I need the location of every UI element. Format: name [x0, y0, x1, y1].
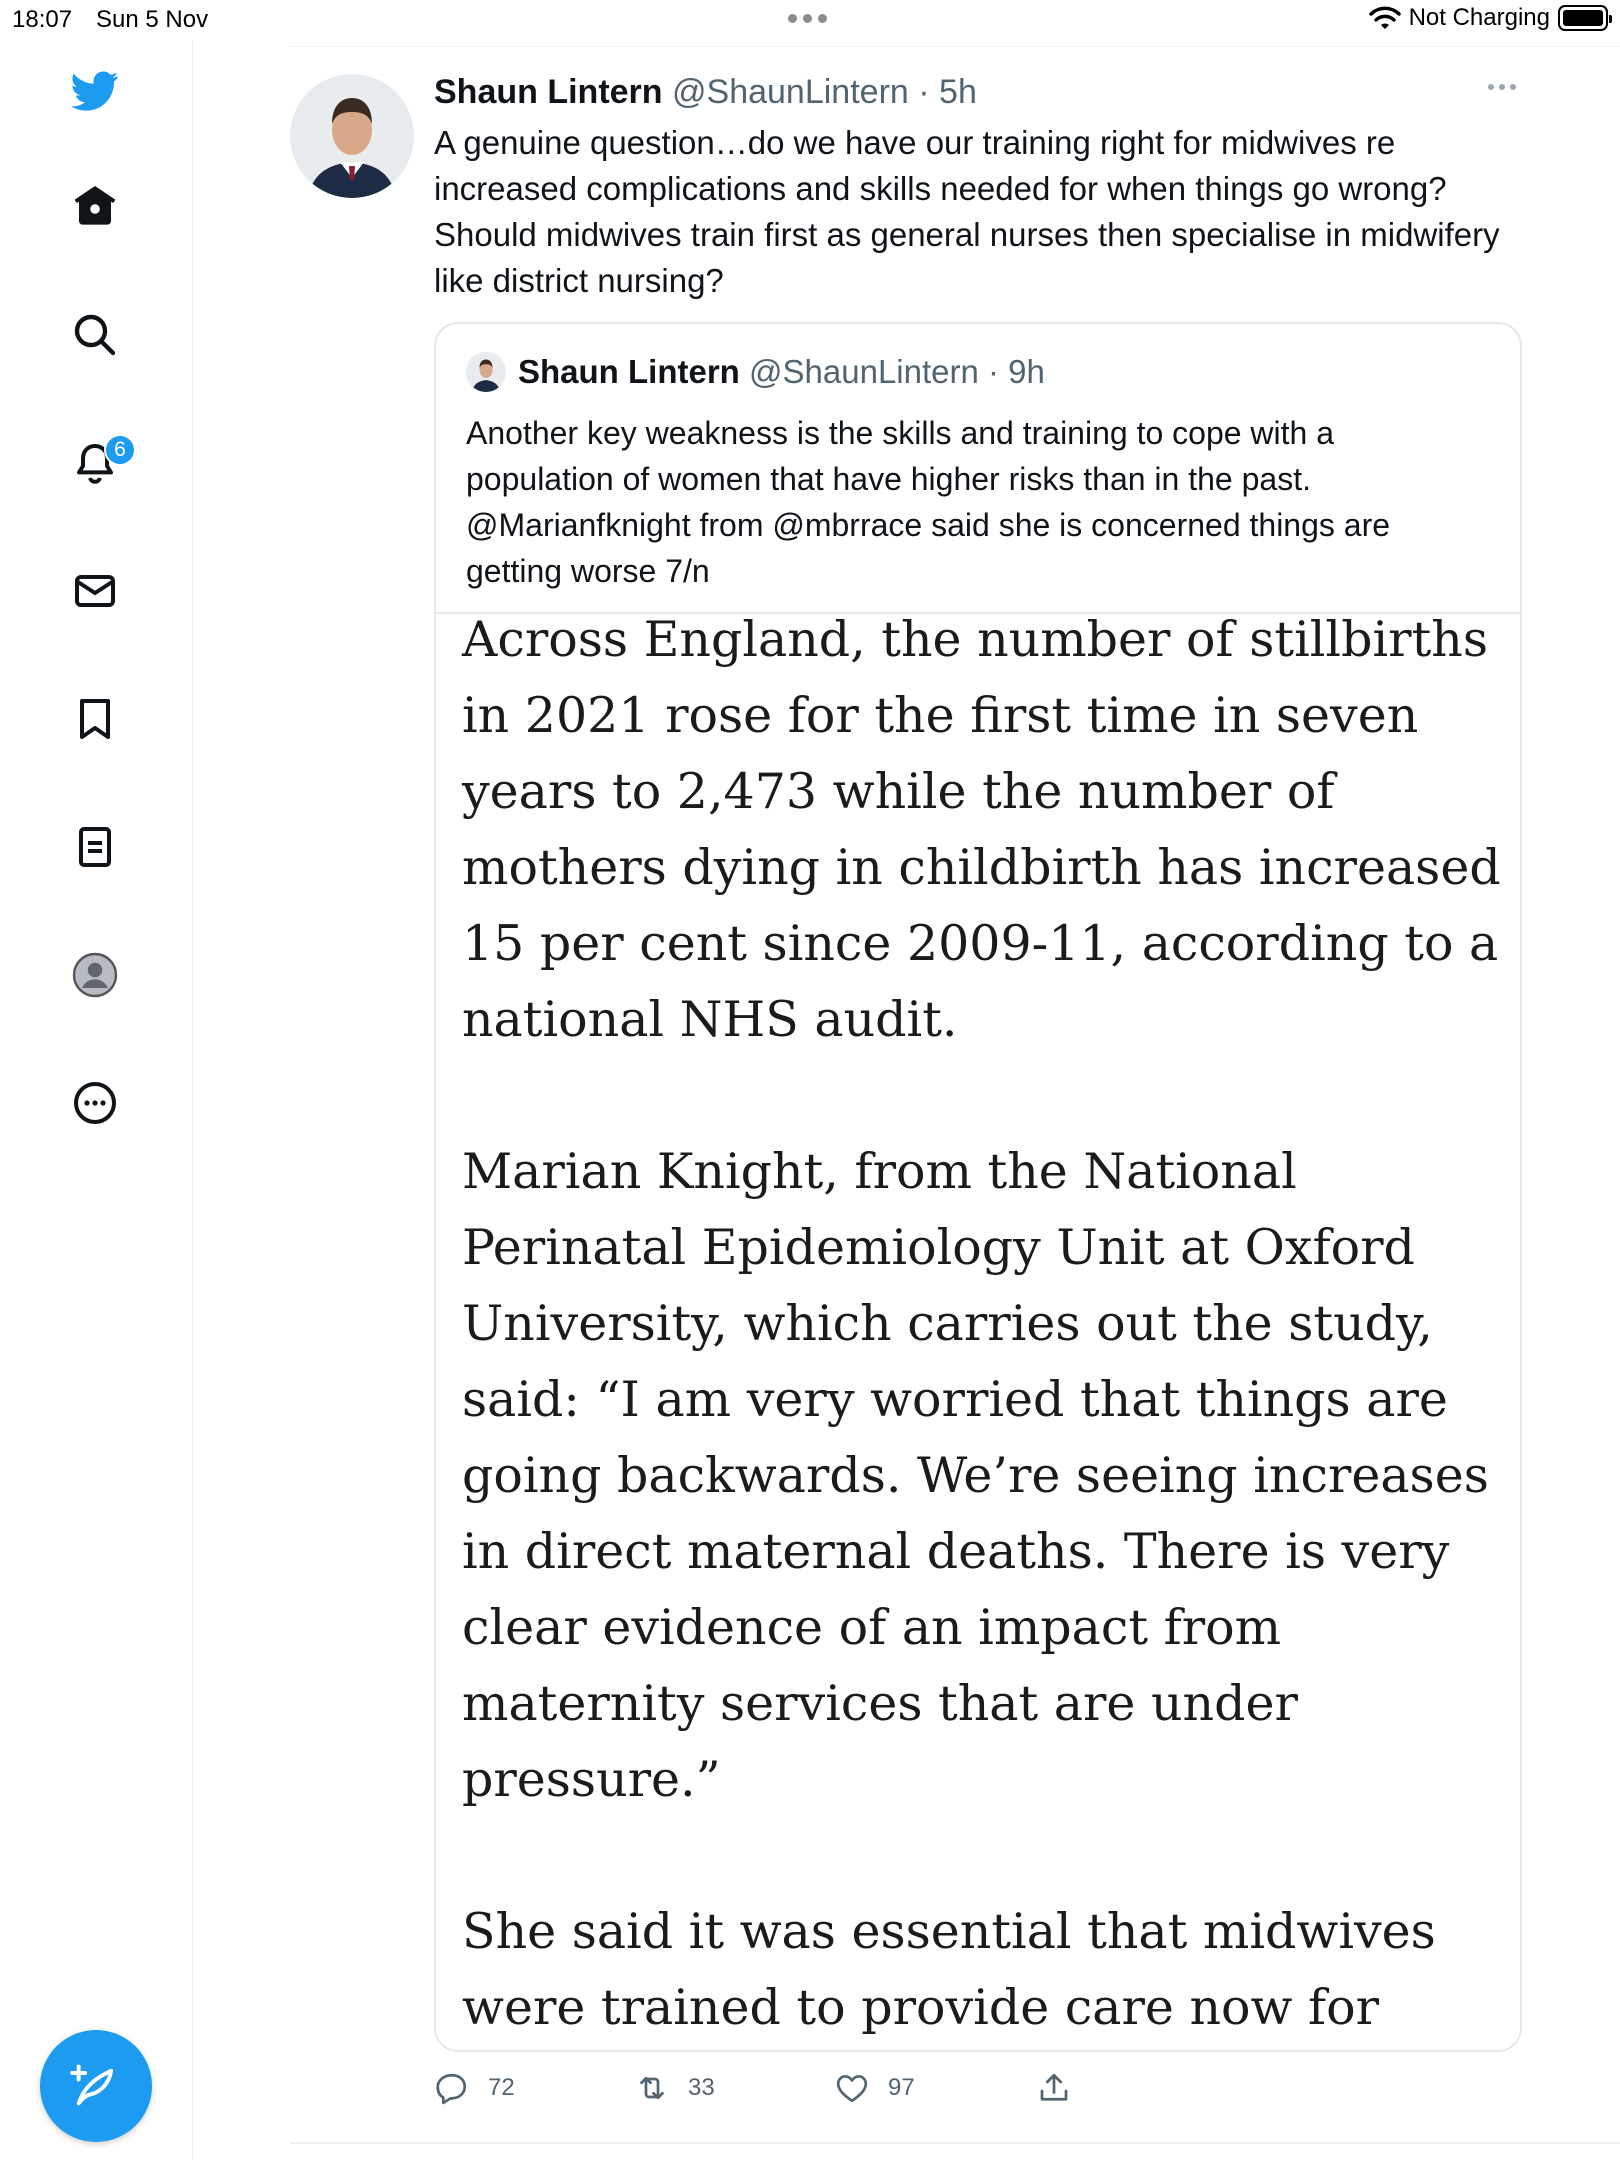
- reply-count: 72: [488, 2074, 515, 2101]
- retweet-count: 33: [688, 2074, 715, 2101]
- status-right: [1369, 4, 1608, 32]
- compose-tweet-button[interactable]: [40, 2030, 152, 2142]
- like-button[interactable]: [834, 2070, 915, 2106]
- quoted-text: Another key weakness is the skills and training to cope with a population of women that have higher risks than in the past. @Marianfknight from @mbrrace said she is concerned things are getting worse 7/n: [466, 415, 1391, 589]
- article-text: [462, 602, 1502, 2052]
- tweet-text: A genuine question…do we have our training right for midwives re increased complications and skills needed for when things go wrong? Should midwives train first as general nurses then specialise in midwifery like district nursing?: [434, 124, 1500, 299]
- lists-icon[interactable]: [62, 814, 128, 880]
- top-divider: [290, 46, 1620, 47]
- tweet-time[interactable]: 5h: [939, 73, 977, 111]
- sidebar: [0, 40, 193, 2160]
- home-icon[interactable]: [62, 172, 128, 238]
- quoted-author-name: Shaun Lintern: [518, 353, 740, 390]
- heart-icon: [834, 2070, 870, 2106]
- tweet-header: [434, 70, 977, 114]
- bottom-divider: [290, 2142, 1620, 2144]
- tweet-more-icon[interactable]: [1488, 84, 1516, 90]
- notifications-icon[interactable]: [62, 430, 128, 496]
- quoted-header: [466, 352, 1045, 392]
- article-paragraph: Marian Knight, from the National Perinatal Epidemiology Unit at Oxford University, which carries out the study, said: “I am very worried that things are going backwards. We’re seeing increases in direct maternal deaths. There is very clear evidence of an impact from maternity services that are under pressure.”: [462, 1143, 1489, 1808]
- battery-icon: [1558, 5, 1608, 31]
- compose-feather-icon: [70, 2060, 122, 2112]
- bookmarks-icon[interactable]: [62, 686, 128, 752]
- profile-icon[interactable]: [62, 942, 128, 1008]
- separator-dot: ·: [908, 73, 940, 111]
- search-icon[interactable]: [62, 302, 128, 368]
- quoted-author-handle: @ShaunLintern: [749, 353, 979, 390]
- like-count: 97: [888, 2074, 915, 2101]
- more-icon[interactable]: [62, 1070, 128, 1136]
- notification-badge: 6: [104, 434, 136, 466]
- share-button[interactable]: [1036, 2070, 1072, 2106]
- reply-icon: [434, 2070, 470, 2106]
- quoted-article-image[interactable]: [436, 611, 1520, 2052]
- multitasking-dots-icon[interactable]: [788, 14, 827, 23]
- messages-icon[interactable]: [62, 558, 128, 624]
- battery-status-text: Not Charging: [1408, 4, 1550, 31]
- quoted-time: 9h: [1008, 353, 1045, 390]
- twitter-logo-icon[interactable]: [62, 58, 128, 124]
- status-date: Sun 5 Nov: [96, 6, 209, 33]
- retweet-button[interactable]: [634, 2070, 715, 2106]
- status-bar: [0, 0, 1620, 40]
- article-paragraph: Across England, the number of stillbirths in 2021 rose for the first time in seven years to 2,473 while the number of mothers dying in childbirth has increased 15 per cent since 2009-11, according to a national NHS audit.: [462, 611, 1501, 1048]
- reply-button[interactable]: [434, 2070, 515, 2106]
- avatar[interactable]: [290, 74, 414, 198]
- article-paragraph: She said it was essential that midwives were trained to provide care now for: [462, 1903, 1436, 2036]
- wifi-icon: [1369, 5, 1401, 31]
- tweet-actions: [434, 2070, 1134, 2110]
- quoted-avatar: [466, 352, 506, 392]
- status-time: 18:07: [12, 6, 73, 33]
- author-handle[interactable]: @ShaunLintern: [672, 73, 909, 111]
- quoted-tweet[interactable]: [434, 322, 1522, 2052]
- retweet-icon: [634, 2070, 670, 2106]
- author-name[interactable]: Shaun Lintern: [434, 73, 663, 111]
- share-icon: [1036, 2070, 1072, 2106]
- quoted-separator-dot: ·: [978, 353, 1009, 390]
